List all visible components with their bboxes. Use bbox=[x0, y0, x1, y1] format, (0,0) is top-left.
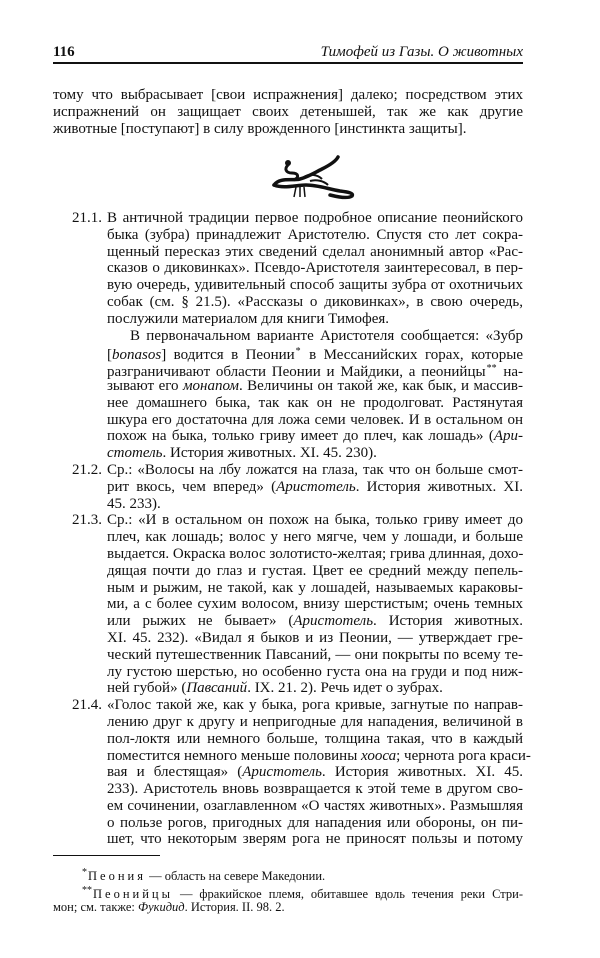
spaced-text: Пеония bbox=[88, 869, 146, 883]
text-line bbox=[107, 647, 523, 664]
text-line bbox=[107, 361, 523, 381]
text-run: испражнений он защищает своих детенышей, так же как другие bbox=[53, 103, 523, 120]
note-item bbox=[53, 697, 531, 848]
text-run: Ср.: «И в остальном он похож на быка, только гриву имеет до bbox=[107, 512, 523, 529]
text-run: . История животных. XI. 45. 230). bbox=[162, 445, 377, 462]
lizard-ornament-icon bbox=[270, 155, 356, 201]
text-line bbox=[107, 328, 523, 345]
text-line bbox=[107, 412, 523, 429]
text-run: . История животных. XI. bbox=[355, 478, 523, 495]
footnote-line bbox=[53, 864, 523, 882]
text-line bbox=[107, 563, 523, 580]
text-line bbox=[107, 244, 523, 261]
text-run: о пользе рогов, пригодных для нападения или обороны, он пи- bbox=[107, 814, 523, 831]
text-run: «Голос такой же, как у быка, рога кривые, загнутые по направ- bbox=[107, 697, 523, 714]
text-line bbox=[53, 121, 523, 138]
running-title: Тимофей из Газы. О животных bbox=[320, 44, 523, 60]
text-run: щенный пересказ этих сведений сделал анонимный автор «Рас- bbox=[107, 243, 523, 260]
text-run: ным и рыжим, не такой, как у лошадей, называемых караковы- bbox=[107, 579, 523, 596]
text-run: дящая почти до глаз и густая. Цвет ее средний между пепель- bbox=[107, 562, 523, 579]
text-line bbox=[107, 496, 523, 513]
text-run: ем сочинении, озаглавленном «О частях животных». Размышляя bbox=[107, 797, 523, 814]
text-run: зывают его bbox=[107, 377, 183, 394]
text-line bbox=[107, 580, 523, 597]
text-line bbox=[107, 781, 523, 798]
text-line bbox=[107, 764, 523, 781]
text-run: . История. II. 98. 2. bbox=[184, 900, 285, 914]
footnotes bbox=[53, 864, 523, 917]
text-line bbox=[107, 747, 531, 765]
text-run: в Мессанийских горах, которые bbox=[301, 347, 524, 364]
text-run: — область на севере Македонии. bbox=[145, 869, 326, 883]
italic-text: Фукидид bbox=[138, 900, 185, 914]
text-run: лу густою шерстью, но особенно густа она на груди и под ниж- bbox=[107, 663, 523, 680]
header-rule bbox=[53, 62, 523, 64]
footnote-marker: * bbox=[82, 867, 87, 878]
text-line bbox=[107, 277, 523, 294]
text-run: быка (зубра) принадлежит Аристотелю. Спустя сто лет сокра- bbox=[107, 226, 523, 243]
text-run: ческий путешественник Павсаний, — они покрыты по всему те- bbox=[107, 646, 523, 663]
text-line bbox=[107, 529, 523, 546]
text-run: ней губой» ( bbox=[107, 680, 187, 697]
footnote-marker: * bbox=[295, 346, 301, 358]
text-line bbox=[107, 445, 523, 462]
text-run: или рыжих не бывает» ( bbox=[107, 613, 294, 630]
text-line bbox=[107, 680, 523, 697]
text-run: ] водится в Пеонии bbox=[161, 347, 295, 364]
text-run: . IX. 21. 2). Речь идет о зубрах. bbox=[247, 680, 443, 697]
text-run: шет, что некоторым зверям рога не приносят пользы и потому bbox=[107, 831, 523, 848]
note-number: 21.1. bbox=[72, 210, 102, 226]
text-line bbox=[107, 428, 523, 445]
note-number: 21.3. bbox=[72, 512, 102, 529]
italic-text: монапом bbox=[182, 377, 239, 394]
text-line bbox=[107, 512, 523, 529]
text-line bbox=[107, 714, 523, 731]
text-run: пол-локтя или немного больше, толщина такая, что в каждый bbox=[107, 730, 523, 747]
note-item bbox=[53, 512, 523, 697]
commentary-notes bbox=[53, 210, 531, 848]
text-line bbox=[107, 479, 523, 496]
text-run: поместится немного меньше половины bbox=[107, 747, 362, 764]
note-number: 21.4. bbox=[72, 697, 102, 714]
italic-text: хооса bbox=[361, 747, 397, 764]
text-run: 233). Аристотель вновь возвращается к этой теме в другом сво- bbox=[107, 781, 523, 798]
text-run: плеч, как лошадь; волос у него мягче, чем у лошади, и больше bbox=[107, 529, 523, 546]
text-run: [ bbox=[107, 347, 112, 364]
text-run: сказов о диковинках». Псевдо-Аристотеля заинтересовал, в пер- bbox=[107, 260, 523, 277]
italic-text: Ари- bbox=[493, 428, 523, 445]
text-run: шкура его достаточна для ложа семи человек. И в остальном он bbox=[107, 411, 523, 428]
text-line bbox=[107, 294, 523, 311]
text-line bbox=[107, 260, 523, 277]
text-run: мон; см. также: bbox=[53, 900, 139, 914]
text-run: XI. 45. 232). «Видал я быков и из Пеонии, — утверждает гре- bbox=[107, 629, 523, 646]
text-line bbox=[107, 311, 523, 328]
text-line bbox=[107, 227, 523, 244]
text-line bbox=[107, 630, 523, 647]
text-line bbox=[107, 596, 523, 613]
italic-text: Аристотель bbox=[276, 478, 356, 495]
text-run: . История животных. bbox=[373, 613, 524, 630]
italic-text: Павсаний bbox=[186, 680, 248, 697]
text-line bbox=[53, 104, 523, 121]
text-run: животные [поступают] в силу врожденного [инстинкта защиты]. bbox=[53, 120, 467, 137]
footnote-rule bbox=[53, 855, 160, 856]
text-run: вая и блестящая» ( bbox=[107, 764, 243, 781]
text-run: ми, а с более сухим волосом, внизу шерстистым; очень темных bbox=[107, 596, 523, 613]
intro-text bbox=[53, 87, 523, 137]
text-line bbox=[107, 546, 523, 563]
text-line bbox=[107, 395, 523, 412]
text-line bbox=[107, 664, 523, 681]
text-run: — фракийское племя, обитавшее вдоль течения реки Стри- bbox=[172, 886, 523, 901]
text-line bbox=[107, 798, 523, 815]
text-run: послужили материалом для книги Тимофея. bbox=[107, 310, 390, 327]
text-run: похож на быка, только гриву имеет до плеч, как лошадь» ( bbox=[107, 428, 494, 445]
note-item bbox=[53, 210, 523, 462]
italic-text: Аристотель bbox=[293, 613, 374, 630]
text-line bbox=[53, 87, 523, 104]
text-run: на- bbox=[497, 364, 523, 381]
text-line bbox=[107, 697, 523, 714]
italic-text: bonasos bbox=[112, 347, 162, 364]
text-run: Ср.: «Волосы на лбу ложатся на глаза, так что он больше смот- bbox=[107, 461, 523, 478]
text-run: . Величины он такой же, как бык, и массив- bbox=[238, 377, 523, 394]
italic-text: стотель bbox=[107, 445, 163, 462]
footnote-marker: ** bbox=[486, 363, 497, 375]
footnote-line bbox=[53, 899, 523, 917]
text-line bbox=[107, 815, 523, 832]
text-line bbox=[107, 344, 524, 364]
text-run: тому что выбрасывает [свои испражнения] далеко; посредством этих bbox=[53, 87, 523, 103]
page-number: 116 bbox=[53, 44, 75, 60]
text-run: нее домашнего быка, так как он не продолговат. Растянутая bbox=[107, 394, 523, 411]
text-run: собак (см. § 21.5). «Рассказы о диковинках», в свою очередь, bbox=[107, 293, 523, 310]
text-line bbox=[107, 378, 523, 395]
text-run: . История животных. XI. 45. bbox=[321, 764, 524, 781]
text-line bbox=[107, 462, 523, 479]
text-run: В первоначальном варианте Аристотеля сообщается: «Зубр bbox=[130, 327, 523, 344]
text-run: В античной традиции первое подробное описание пеонийского bbox=[107, 210, 523, 226]
footnote-line bbox=[53, 882, 523, 900]
footnote-marker: ** bbox=[82, 884, 92, 896]
text-line bbox=[107, 831, 523, 848]
italic-text: Аристотель bbox=[242, 764, 322, 781]
text-run: ; чернота рога краси- bbox=[396, 747, 531, 764]
text-run: вую очередь, удивительный способ защиты зубра от охотничьих bbox=[107, 277, 523, 294]
text-line bbox=[107, 613, 523, 630]
text-run: выдается. Окраска волос золотисто-желтая; грива длинная, дохо- bbox=[107, 545, 524, 562]
note-number: 21.2. bbox=[72, 461, 102, 478]
text-run: 45. 233). bbox=[107, 495, 161, 512]
text-run: лению друг к другу и непригодные для нападения, величиной в bbox=[107, 713, 523, 730]
text-run: разграничивают области Пеонии и Майдики, а пеонийцы bbox=[107, 364, 486, 381]
spaced-text: Пеонийцы bbox=[93, 886, 173, 901]
text-line bbox=[107, 210, 523, 227]
text-line bbox=[107, 731, 523, 748]
note-item bbox=[53, 462, 523, 512]
text-run: рит вкось, чем вперед» ( bbox=[107, 478, 277, 495]
